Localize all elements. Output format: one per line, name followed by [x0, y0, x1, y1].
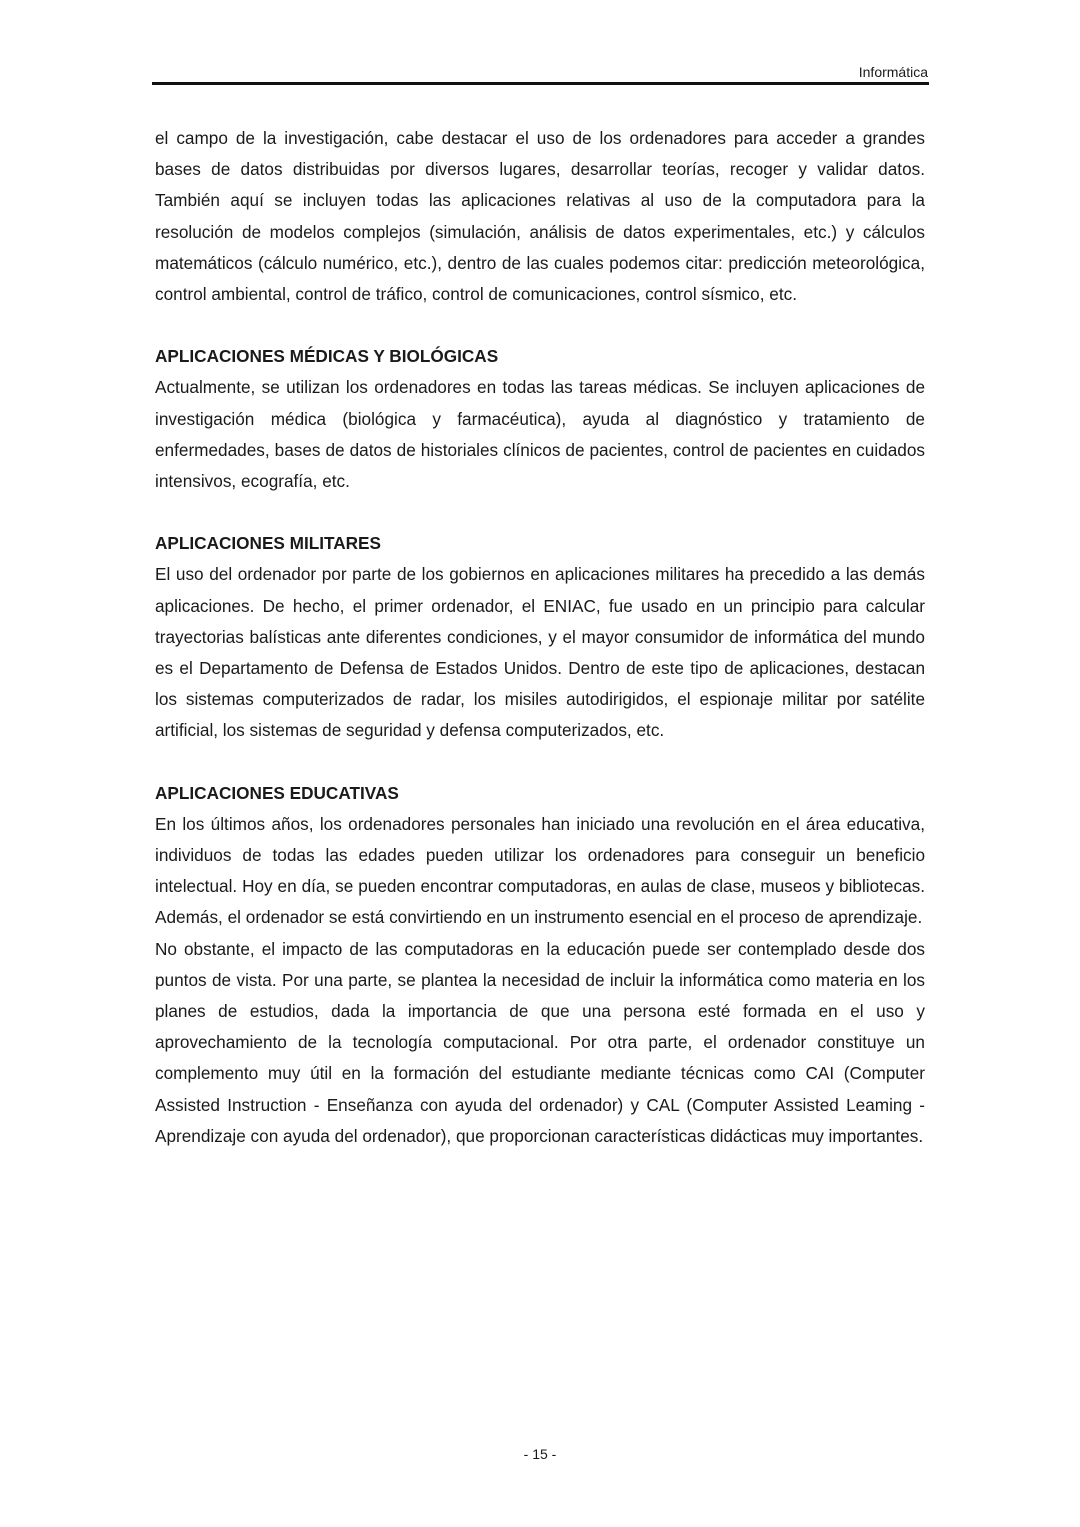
header-rule: [152, 82, 929, 85]
section-educational-paragraph-2: No obstante, el impacto de las computadoras en la educación puede ser contemplado desde dos puntos de vista. Por una parte, se plantea la necesidad de incluir la informática como materia en los planes de estudios, dada la importancia de que una persona esté formada en el uso y aprovechamiento de la tecnología computacional. Por otra parte, el ordenador constituye un complemento muy útil en la formación del estudiante mediante técnicas como CAI (Computer Assisted Instruction - Enseñanza con ayuda del ordenador) y CAL (Computer Assisted Leaming - Aprendizaje con ayuda del ordenador), que proporcionan características didácticas muy importantes.: [155, 938, 925, 1146]
section-military-paragraph: El uso del ordenador por parte de los gobiernos en aplicaciones militares ha precedido a las demás aplicaciones. De hecho, el primer ordenador, el ENIAC, fue usado en un principio para calcular trayectorias balísticas ante diferentes condiciones, y el mayor consumidor de informática del mundo es el Departamento de Defensa de Estados Unidos. Dentro de este tipo de aplicaciones, destacan los sistemas computerizados de radar, los misiles autodirigidos, el espionaje militar por satélite artificial, los sistemas de seguridad y defensa computerizados, etc.: [155, 564, 925, 741]
page-body: [155, 123, 925, 1152]
intro-paragraph: el campo de la investigación, cabe destacar el uso de los ordenadores para acceder a grandes bases de datos distribuidas por diversos lugares, desarrollar teorías, recoger y validar datos. También aquí se incluyen todas las aplicaciones relativas al uso de la computadora para la resolución de modelos complejos (simulación, análisis de datos experimentales, etc.) y cálculos matemáticos (cálculo numérico, etc.), dentro de las cuales podemos citar: predicción meteorológica, control ambiental, control de tráfico, control de comunicaciones, control sísmico, etc.: [155, 128, 925, 305]
section-heading-military: APLICACIONES MILITARES: [155, 533, 381, 554]
page-number: - 15 -: [523, 1446, 557, 1462]
section-educational-paragraph-1: En los últimos años, los ordenadores personales han iniciado una revolución en el área educativa, individuos de todas las edades pueden utilizar los ordenadores para conseguir un beneficio intelectual. Hoy en día, se pueden encontrar computadoras, en aulas de clase, museos y bibliotecas. Además, el ordenador se está convirtiendo en un instrumento esencial en el proceso de aprendizaje.: [155, 813, 925, 928]
section-heading-medical: APLICACIONES MÉDICAS Y BIOLÓGICAS: [155, 346, 499, 367]
section-medical-paragraph: Actualmente, se utilizan los ordenadores en todas las tareas médicas. Se incluyen aplicaciones de investigación médica (biológica y farmacéutica), ayuda al diagnóstico y tratamiento de enfermedades, bases de datos de historiales clínicos de pacientes, control de pacientes en cuidados intensivos, ecografía, etc.: [155, 377, 925, 492]
section-heading-educational: APLICACIONES EDUCATIVAS: [155, 782, 399, 803]
section-military: [155, 528, 925, 746]
running-header: Informática: [858, 64, 928, 80]
section-medical: [155, 341, 925, 497]
section-educational: [155, 778, 925, 1152]
